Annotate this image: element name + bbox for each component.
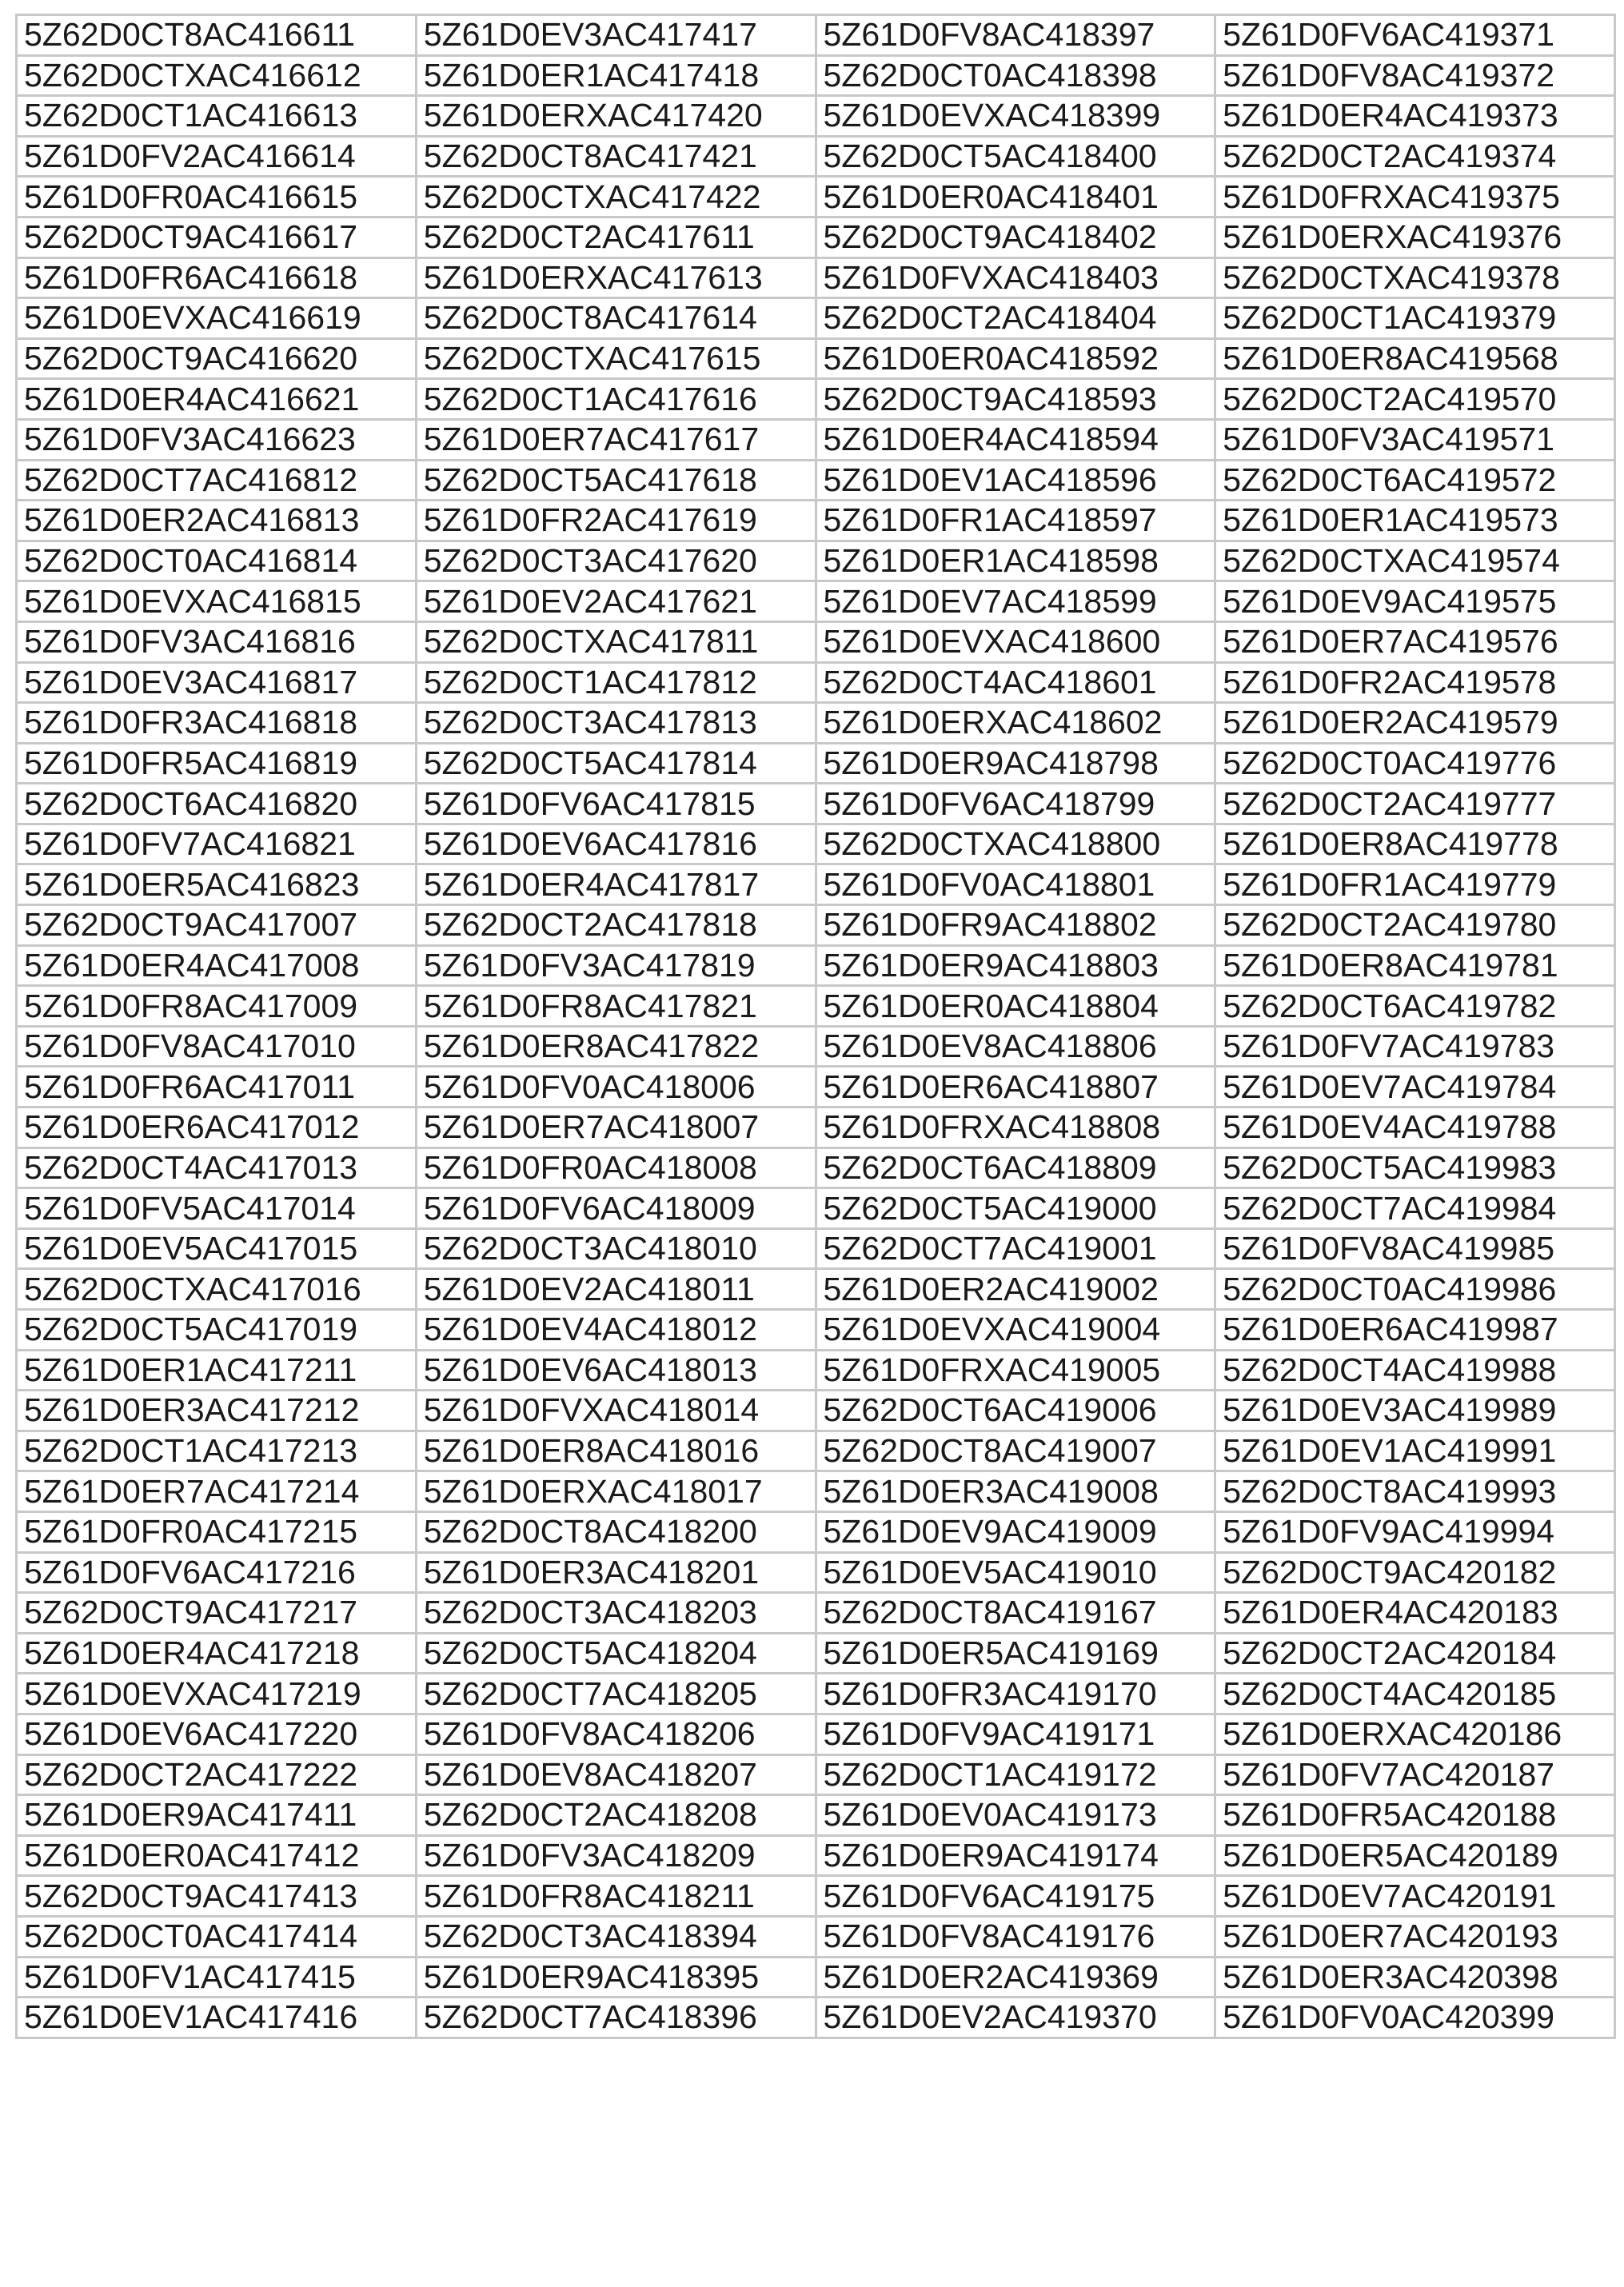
vin-cell: 5Z61D0FR0AC418008 [416,1147,816,1188]
table-row [17,1188,1615,1229]
vin-cell: 5Z61D0FV1AC417415 [17,1957,417,1998]
vin-cell: 5Z62D0CTXAC419378 [1215,257,1615,298]
vin-cell: 5Z62D0CTXAC419574 [1215,541,1615,581]
vin-cell: 5Z61D0FR1AC419779 [1215,864,1615,905]
vin-cell: 5Z61D0ER8AC419781 [1215,945,1615,986]
table-row [17,864,1615,905]
vin-cell: 5Z62D0CT3AC418394 [416,1916,816,1957]
vin-cell: 5Z62D0CT5AC419000 [816,1188,1215,1229]
vin-cell: 5Z61D0FV2AC416614 [17,136,417,177]
table-row [17,1633,1615,1674]
vin-cell: 5Z61D0FV6AC418799 [816,784,1215,824]
vin-cell: 5Z61D0EVXAC418600 [816,621,1215,662]
table-row [17,621,1615,662]
table-row [17,177,1615,218]
vin-cell: 5Z62D0CT3AC418203 [416,1593,816,1634]
vin-cell: 5Z61D0EV2AC417621 [416,581,816,622]
vin-cell: 5Z61D0ER7AC417214 [17,1471,417,1512]
vin-cell: 5Z62D0CT2AC418208 [416,1795,816,1836]
table-row [17,460,1615,501]
vin-cell: 5Z62D0CT9AC417413 [17,1876,417,1917]
vin-cell: 5Z62D0CT1AC417616 [416,379,816,420]
vin-cell: 5Z61D0EVXAC416815 [17,581,417,622]
table-row [17,501,1615,541]
vin-cell: 5Z61D0ER0AC418401 [816,177,1215,218]
vin-cell: 5Z61D0FV7AC420187 [1215,1754,1615,1795]
vin-cell: 5Z61D0FV8AC419372 [1215,55,1615,96]
vin-cell: 5Z61D0FV0AC418006 [416,1067,816,1108]
vin-cell: 5Z61D0ER1AC417211 [17,1350,417,1391]
table-row [17,1795,1615,1836]
vin-cell: 5Z61D0EV3AC416817 [17,662,417,703]
table-row [17,257,1615,298]
table-row [17,1511,1615,1552]
vin-cell: 5Z62D0CT4AC417013 [17,1147,417,1188]
vin-cell: 5Z61D0FV8AC418397 [816,15,1215,56]
table-row [17,1471,1615,1512]
vin-cell: 5Z61D0FV8AC417010 [17,1026,417,1067]
vin-cell: 5Z62D0CT2AC417611 [416,217,816,257]
table-row [17,945,1615,986]
vin-cell: 5Z61D0EV2AC418011 [416,1269,816,1310]
vin-cell: 5Z61D0FR9AC418802 [816,905,1215,946]
vin-cell: 5Z62D0CT6AC419782 [1215,986,1615,1027]
vin-cell: 5Z61D0FR8AC418211 [416,1876,816,1917]
table-row [17,541,1615,581]
vin-cell: 5Z61D0ER4AC420183 [1215,1593,1615,1634]
vin-cell: 5Z62D0CT2AC419374 [1215,136,1615,177]
table-row [17,1026,1615,1067]
vin-cell: 5Z61D0FR5AC416819 [17,743,417,784]
vin-cell: 5Z61D0ER5AC419169 [816,1633,1215,1674]
vin-cell: 5Z61D0FV9AC419994 [1215,1511,1615,1552]
vin-cell: 5Z61D0ER9AC419174 [816,1835,1215,1876]
table-row [17,1714,1615,1754]
vin-cell: 5Z62D0CT4AC418601 [816,662,1215,703]
vin-cell: 5Z61D0ER4AC417218 [17,1633,417,1674]
vin-cell: 5Z62D0CT8AC416611 [17,15,417,56]
vin-cell: 5Z61D0ERXAC420186 [1215,1714,1615,1754]
table-row [17,1269,1615,1310]
vin-cell: 5Z62D0CT7AC419001 [816,1228,1215,1269]
vin-cell: 5Z62D0CT0AC416814 [17,541,417,581]
vin-cell: 5Z61D0ER4AC419373 [1215,96,1615,137]
vin-cell: 5Z61D0ERXAC418602 [816,703,1215,744]
vin-cell: 5Z62D0CT6AC416820 [17,784,417,824]
vin-cell: 5Z61D0ER6AC417012 [17,1108,417,1148]
vin-cell: 5Z62D0CT5AC418204 [416,1633,816,1674]
table-row [17,1552,1615,1593]
table-row [17,1350,1615,1391]
vin-cell: 5Z61D0EVXAC416619 [17,298,417,339]
vin-cell: 5Z61D0ER6AC419987 [1215,1310,1615,1351]
table-row [17,1674,1615,1714]
vin-cell: 5Z61D0FV8AC418206 [416,1714,816,1754]
vin-cell: 5Z61D0ER9AC418798 [816,743,1215,784]
vin-cell: 5Z61D0ER8AC417822 [416,1026,816,1067]
vin-cell: 5Z62D0CT6AC419006 [816,1391,1215,1431]
table-row [17,1067,1615,1108]
table-row [17,703,1615,744]
vin-cell: 5Z61D0ER0AC417412 [17,1835,417,1876]
vin-cell: 5Z61D0ERXAC417420 [416,96,816,137]
vin-cell: 5Z61D0EVXAC417219 [17,1674,417,1714]
vin-cell: 5Z61D0FR2AC419578 [1215,662,1615,703]
table-row [17,1593,1615,1634]
vin-cell: 5Z62D0CT8AC418200 [416,1511,816,1552]
vin-cell: 5Z62D0CT5AC417618 [416,460,816,501]
vin-cell: 5Z62D0CT5AC417814 [416,743,816,784]
vin-cell: 5Z61D0FR8AC417009 [17,986,417,1027]
vin-cell: 5Z61D0EV9AC419575 [1215,581,1615,622]
table-row [17,824,1615,864]
table-row [17,581,1615,622]
vin-cell: 5Z62D0CT5AC417019 [17,1310,417,1351]
vin-cell: 5Z61D0EV3AC417417 [416,15,816,56]
vin-cell: 5Z61D0EV6AC418013 [416,1350,816,1391]
vin-cell: 5Z62D0CT2AC418404 [816,298,1215,339]
vin-cell: 5Z61D0EV5AC417015 [17,1228,417,1269]
vin-cell: 5Z62D0CT2AC420184 [1215,1633,1615,1674]
table-row [17,1391,1615,1431]
vin-cell: 5Z61D0ER4AC418594 [816,419,1215,460]
vin-cell: 5Z61D0FVXAC418014 [416,1391,816,1431]
vin-cell: 5Z62D0CT6AC418809 [816,1147,1215,1188]
table-row [17,1754,1615,1795]
vin-cell: 5Z61D0ER7AC417617 [416,419,816,460]
vin-cell: 5Z61D0ER9AC418395 [416,1957,816,1998]
vin-cell: 5Z61D0ER3AC417212 [17,1391,417,1431]
vin-cell: 5Z62D0CT7AC416812 [17,460,417,501]
vin-cell: 5Z62D0CT9AC418402 [816,217,1215,257]
vin-cell: 5Z61D0FR3AC419170 [816,1674,1215,1714]
vin-cell: 5Z62D0CT5AC419983 [1215,1147,1615,1188]
vin-cell: 5Z61D0FV0AC420399 [1215,1998,1615,2038]
vin-cell: 5Z61D0EV3AC419989 [1215,1391,1615,1431]
vin-cell: 5Z61D0FV3AC417819 [416,945,816,986]
vin-cell: 5Z61D0ER3AC418201 [416,1552,816,1593]
vin-cell: 5Z62D0CT5AC418400 [816,136,1215,177]
table-row [17,298,1615,339]
vin-cell: 5Z61D0ER1AC419573 [1215,501,1615,541]
vin-cell: 5Z62D0CTXAC417016 [17,1269,417,1310]
vin-cell: 5Z62D0CT7AC419984 [1215,1188,1615,1229]
vin-cell: 5Z61D0ER9AC418803 [816,945,1215,986]
vin-cell: 5Z61D0EV7AC418599 [816,581,1215,622]
vin-cell: 5Z61D0ER1AC418598 [816,541,1215,581]
vin-cell: 5Z61D0EV4AC419788 [1215,1108,1615,1148]
vin-cell: 5Z61D0EV4AC418012 [416,1310,816,1351]
vin-cell: 5Z61D0ER7AC419576 [1215,621,1615,662]
vin-table [15,14,1616,2039]
vin-cell: 5Z61D0EV6AC417220 [17,1714,417,1754]
table-row [17,379,1615,420]
table-row [17,743,1615,784]
vin-cell: 5Z62D0CT2AC419777 [1215,784,1615,824]
vin-cell: 5Z61D0FV6AC417815 [416,784,816,824]
vin-cell: 5Z62D0CT7AC418396 [416,1998,816,2038]
vin-cell: 5Z62D0CT8AC417421 [416,136,816,177]
vin-cell: 5Z62D0CTXAC418800 [816,824,1215,864]
vin-cell: 5Z61D0EV8AC418806 [816,1026,1215,1067]
vin-cell: 5Z62D0CT8AC419007 [816,1431,1215,1471]
vin-cell: 5Z62D0CT1AC416613 [17,96,417,137]
vin-cell: 5Z61D0FR0AC416615 [17,177,417,218]
vin-cell: 5Z61D0ER8AC419568 [1215,338,1615,379]
vin-cell: 5Z61D0FV5AC417014 [17,1188,417,1229]
vin-cell: 5Z61D0EV0AC419173 [816,1795,1215,1836]
table-row [17,1108,1615,1148]
table-row [17,1228,1615,1269]
vin-cell: 5Z62D0CT0AC418398 [816,55,1215,96]
vin-cell: 5Z62D0CT7AC418205 [416,1674,816,1714]
vin-cell: 5Z61D0ER2AC416813 [17,501,417,541]
vin-cell: 5Z61D0ER3AC420398 [1215,1957,1615,1998]
vin-cell: 5Z61D0FV8AC419176 [816,1916,1215,1957]
vin-cell: 5Z62D0CT8AC419167 [816,1593,1215,1634]
table-row [17,905,1615,946]
vin-cell: 5Z62D0CT0AC419986 [1215,1269,1615,1310]
vin-cell: 5Z61D0FV3AC419571 [1215,419,1615,460]
vin-cell: 5Z62D0CTXAC416612 [17,55,417,96]
vin-cell: 5Z62D0CT9AC418593 [816,379,1215,420]
table-row [17,1916,1615,1957]
vin-cell: 5Z62D0CT4AC419988 [1215,1350,1615,1391]
vin-cell: 5Z62D0CT9AC416617 [17,217,417,257]
vin-cell: 5Z62D0CT8AC417614 [416,298,816,339]
vin-cell: 5Z62D0CT9AC416620 [17,338,417,379]
table-row [17,986,1615,1027]
table-row [17,1957,1615,1998]
vin-cell: 5Z61D0FR3AC416818 [17,703,417,744]
vin-cell: 5Z61D0EV5AC419010 [816,1552,1215,1593]
vin-cell: 5Z61D0ER4AC417008 [17,945,417,986]
table-row [17,419,1615,460]
table-row [17,15,1615,56]
table-row [17,1876,1615,1917]
vin-cell: 5Z61D0FV6AC419175 [816,1876,1215,1917]
vin-cell: 5Z62D0CT3AC417813 [416,703,816,744]
vin-cell: 5Z61D0EV6AC417816 [416,824,816,864]
table-row [17,1147,1615,1188]
vin-cell: 5Z61D0ERXAC419376 [1215,217,1615,257]
vin-cell: 5Z61D0ERXAC418017 [416,1471,816,1512]
vin-cell: 5Z62D0CT3AC417620 [416,541,816,581]
table-row [17,1310,1615,1351]
vin-cell: 5Z61D0EVXAC418399 [816,96,1215,137]
vin-cell: 5Z61D0ER9AC417411 [17,1795,417,1836]
vin-cell: 5Z61D0FV7AC419783 [1215,1026,1615,1067]
vin-cell: 5Z61D0ER3AC419008 [816,1471,1215,1512]
table-row [17,662,1615,703]
vin-cell: 5Z61D0ER8AC418016 [416,1431,816,1471]
vin-cell: 5Z62D0CT0AC417414 [17,1916,417,1957]
table-row [17,136,1615,177]
table-row [17,1835,1615,1876]
vin-cell: 5Z62D0CT1AC417812 [416,662,816,703]
vin-cell: 5Z62D0CTXAC417811 [416,621,816,662]
vin-cell: 5Z62D0CT8AC419993 [1215,1471,1615,1512]
vin-cell: 5Z62D0CT2AC417222 [17,1754,417,1795]
vin-cell: 5Z61D0EV7AC419784 [1215,1067,1615,1108]
vin-cell: 5Z61D0FR1AC418597 [816,501,1215,541]
table-row [17,55,1615,96]
vin-cell: 5Z62D0CT9AC417007 [17,905,417,946]
vin-cell: 5Z61D0FV8AC419985 [1215,1228,1615,1269]
vin-cell: 5Z61D0ER5AC420189 [1215,1835,1615,1876]
table-row [17,338,1615,379]
vin-cell: 5Z61D0ER2AC419579 [1215,703,1615,744]
vin-cell: 5Z61D0FRXAC419375 [1215,177,1615,218]
vin-cell: 5Z61D0FR5AC420188 [1215,1795,1615,1836]
vin-cell: 5Z61D0FV3AC416816 [17,621,417,662]
vin-cell: 5Z61D0FR2AC417619 [416,501,816,541]
vin-cell: 5Z61D0ER0AC418592 [816,338,1215,379]
vin-cell: 5Z61D0FV6AC418009 [416,1188,816,1229]
vin-cell: 5Z61D0FRXAC419005 [816,1350,1215,1391]
vin-cell: 5Z62D0CT4AC420185 [1215,1674,1615,1714]
vin-table-body [17,15,1615,2038]
vin-cell: 5Z61D0FR6AC417011 [17,1067,417,1108]
vin-cell: 5Z61D0EV9AC419009 [816,1511,1215,1552]
vin-cell: 5Z62D0CT2AC419570 [1215,379,1615,420]
table-row [17,1431,1615,1471]
vin-cell: 5Z62D0CTXAC417615 [416,338,816,379]
vin-cell: 5Z61D0ER7AC418007 [416,1108,816,1148]
vin-cell: 5Z61D0FV6AC417216 [17,1552,417,1593]
vin-cell: 5Z61D0FV3AC416623 [17,419,417,460]
vin-cell: 5Z61D0ER1AC417418 [416,55,816,96]
vin-cell: 5Z61D0ER2AC419369 [816,1957,1215,1998]
vin-cell: 5Z61D0ER5AC416823 [17,864,417,905]
table-row [17,784,1615,824]
vin-cell: 5Z62D0CT9AC420182 [1215,1552,1615,1593]
vin-cell: 5Z61D0FV9AC419171 [816,1714,1215,1754]
vin-cell: 5Z61D0FVXAC418403 [816,257,1215,298]
vin-cell: 5Z61D0EV8AC418207 [416,1754,816,1795]
table-row [17,96,1615,137]
vin-cell: 5Z61D0ER4AC417817 [416,864,816,905]
vin-cell: 5Z61D0FRXAC418808 [816,1108,1215,1148]
vin-cell: 5Z61D0ER8AC419778 [1215,824,1615,864]
vin-cell: 5Z61D0FR8AC417821 [416,986,816,1027]
vin-cell: 5Z61D0EV2AC419370 [816,1998,1215,2038]
vin-cell: 5Z62D0CT2AC419780 [1215,905,1615,946]
vin-cell: 5Z62D0CTXAC417422 [416,177,816,218]
vin-cell: 5Z61D0FV3AC418209 [416,1835,816,1876]
vin-cell: 5Z61D0FR6AC416618 [17,257,417,298]
vin-cell: 5Z61D0ERXAC417613 [416,257,816,298]
vin-cell: 5Z61D0FV7AC416821 [17,824,417,864]
vin-cell: 5Z62D0CT3AC418010 [416,1228,816,1269]
table-row [17,217,1615,257]
vin-cell: 5Z61D0EV1AC418596 [816,460,1215,501]
vin-cell: 5Z61D0ER4AC416621 [17,379,417,420]
vin-cell: 5Z61D0EV1AC419991 [1215,1431,1615,1471]
table-row [17,1998,1615,2038]
vin-cell: 5Z61D0FR0AC417215 [17,1511,417,1552]
vin-cell: 5Z61D0FV0AC418801 [816,864,1215,905]
vin-cell: 5Z61D0EVXAC419004 [816,1310,1215,1351]
vin-cell: 5Z62D0CT9AC417217 [17,1593,417,1634]
vin-cell: 5Z62D0CT0AC419776 [1215,743,1615,784]
vin-cell: 5Z61D0ER6AC418807 [816,1067,1215,1108]
vin-cell: 5Z61D0ER2AC419002 [816,1269,1215,1310]
vin-cell: 5Z62D0CT1AC417213 [17,1431,417,1471]
vin-cell: 5Z62D0CT6AC419572 [1215,460,1615,501]
vin-cell: 5Z62D0CT2AC417818 [416,905,816,946]
vin-cell: 5Z61D0EV1AC417416 [17,1998,417,2038]
vin-cell: 5Z62D0CT1AC419172 [816,1754,1215,1795]
vin-cell: 5Z61D0ER0AC418804 [816,986,1215,1027]
vin-cell: 5Z62D0CT1AC419379 [1215,298,1615,339]
vin-cell: 5Z61D0ER7AC420193 [1215,1916,1615,1957]
vin-cell: 5Z61D0FV6AC419371 [1215,15,1615,56]
vin-cell: 5Z61D0EV7AC420191 [1215,1876,1615,1917]
